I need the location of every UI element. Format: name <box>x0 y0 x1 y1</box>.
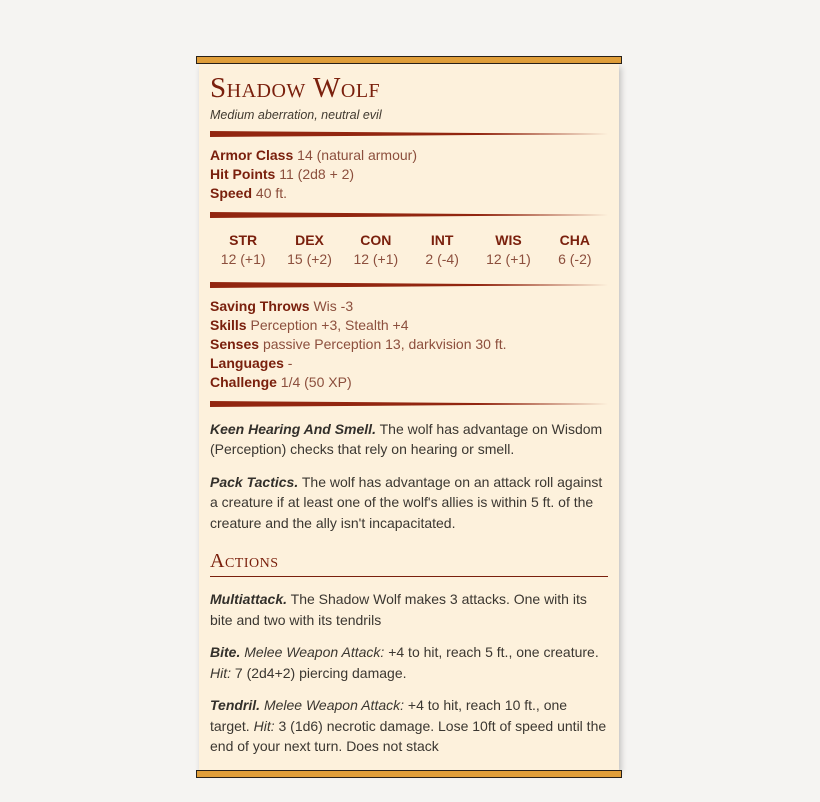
ability-score: 12 (+1) <box>220 250 266 267</box>
stat-label: Saving Throws <box>210 297 310 314</box>
action-multiattack <box>210 589 608 630</box>
actions-heading: Actions <box>210 550 608 577</box>
trait-keen-hearing <box>210 419 608 460</box>
attack-type: Melee Weapon Attack: <box>263 697 405 714</box>
stat-value: 11 (2d8 + 2) <box>279 165 355 182</box>
attack-type: Melee Weapon Attack: <box>244 644 385 661</box>
ability-wis <box>475 230 541 269</box>
stat-label: Languages <box>210 354 284 371</box>
taper-divider <box>210 212 608 218</box>
ability-dex <box>276 230 342 269</box>
ability-score: 2 (-4) <box>425 250 459 267</box>
attack-text: +4 to hit, reach 5 ft., one creature. <box>388 644 599 661</box>
ability-con <box>343 230 409 269</box>
challenge-line <box>210 373 608 392</box>
attack-text: +4 to hit, reach 10 ft., one target. <box>210 697 568 734</box>
statblock-bottom-bar <box>196 770 622 778</box>
stat-label: Hit Points <box>210 165 276 182</box>
hit-text: 3 (1d6) necrotic damage. Lose 10ft of speed until the end of your next turn. Does not stack <box>210 717 607 755</box>
ability-name: WIS <box>495 231 522 248</box>
action-text: The Shadow Wolf makes 3 attacks. One with its bite and two with its tendrils <box>210 591 587 628</box>
action-name: Multiattack. <box>210 591 288 608</box>
taper-divider <box>210 131 608 137</box>
stat-value: 40 ft. <box>255 184 288 201</box>
trait-pack-tactics <box>210 472 608 534</box>
trait-text: The wolf has advantage on an attack roll against a creature if at least one of the wolf's allies is within 5 ft. of the creature and the ally isn't incapacitated. <box>210 473 603 531</box>
senses-line <box>210 335 608 354</box>
speed-line <box>210 184 608 203</box>
ability-score: 12 (+1) <box>486 250 531 267</box>
stat-value: Wis -3 <box>313 297 354 314</box>
trait-name: Pack Tactics. <box>210 473 299 490</box>
hit-text: 7 (2d4+2) piercing damage. <box>234 664 407 681</box>
hit-label: Hit: <box>253 717 275 734</box>
ability-name: CON <box>360 231 392 248</box>
action-name: Tendril. <box>210 697 261 714</box>
ability-scores-table <box>210 227 608 273</box>
ability-int <box>409 230 475 269</box>
stat-value: 1/4 (50 XP) <box>280 373 352 390</box>
trait-text: The wolf has advantage on Wisdom (Perception) checks that rely on hearing or smell. <box>210 420 603 458</box>
statblock-top-bar <box>196 56 622 64</box>
hit-label: Hit: <box>210 664 231 681</box>
taper-divider <box>210 282 608 288</box>
traits-section <box>210 419 608 534</box>
ability-name: CHA <box>559 231 590 248</box>
ability-score: 15 (+2) <box>287 250 332 267</box>
armor-class-line <box>210 146 608 165</box>
ability-cha <box>542 230 608 269</box>
ability-name: INT <box>430 231 454 248</box>
saving-throws-line <box>210 297 608 316</box>
trait-name: Keen Hearing And Smell. <box>210 420 376 437</box>
ability-name: STR <box>229 231 258 248</box>
stat-value: Perception +3, Stealth +4 <box>250 316 409 333</box>
actions-section <box>210 589 608 757</box>
statblock-card <box>199 64 619 770</box>
stat-value: - <box>287 354 293 371</box>
ability-name: DEX <box>295 231 324 248</box>
action-bite <box>210 642 608 683</box>
action-tendril <box>210 695 608 757</box>
stat-label: Senses <box>210 335 260 352</box>
monster-title: Shadow Wolf <box>210 72 381 104</box>
core-stats <box>210 146 608 203</box>
languages-line <box>210 354 608 373</box>
action-name: Bite. <box>210 644 241 661</box>
stat-label: Skills <box>210 316 247 333</box>
ability-score: 6 (-2) <box>558 250 592 267</box>
taper-divider <box>210 401 608 407</box>
ability-score: 12 (+1) <box>353 250 399 267</box>
monster-statblock <box>196 56 622 778</box>
monster-subtitle: Medium aberration, neutral evil <box>210 107 382 122</box>
stat-value: passive Perception 13, darkvision 30 ft. <box>262 335 507 352</box>
stat-value: 14 (natural armour) <box>297 146 417 163</box>
stat-label: Speed <box>210 184 253 201</box>
stat-label: Challenge <box>210 373 277 390</box>
detail-stats <box>210 297 608 392</box>
stat-label: Armor Class <box>210 146 294 163</box>
hit-points-line <box>210 165 608 184</box>
skills-line <box>210 316 608 335</box>
ability-str <box>210 230 276 269</box>
